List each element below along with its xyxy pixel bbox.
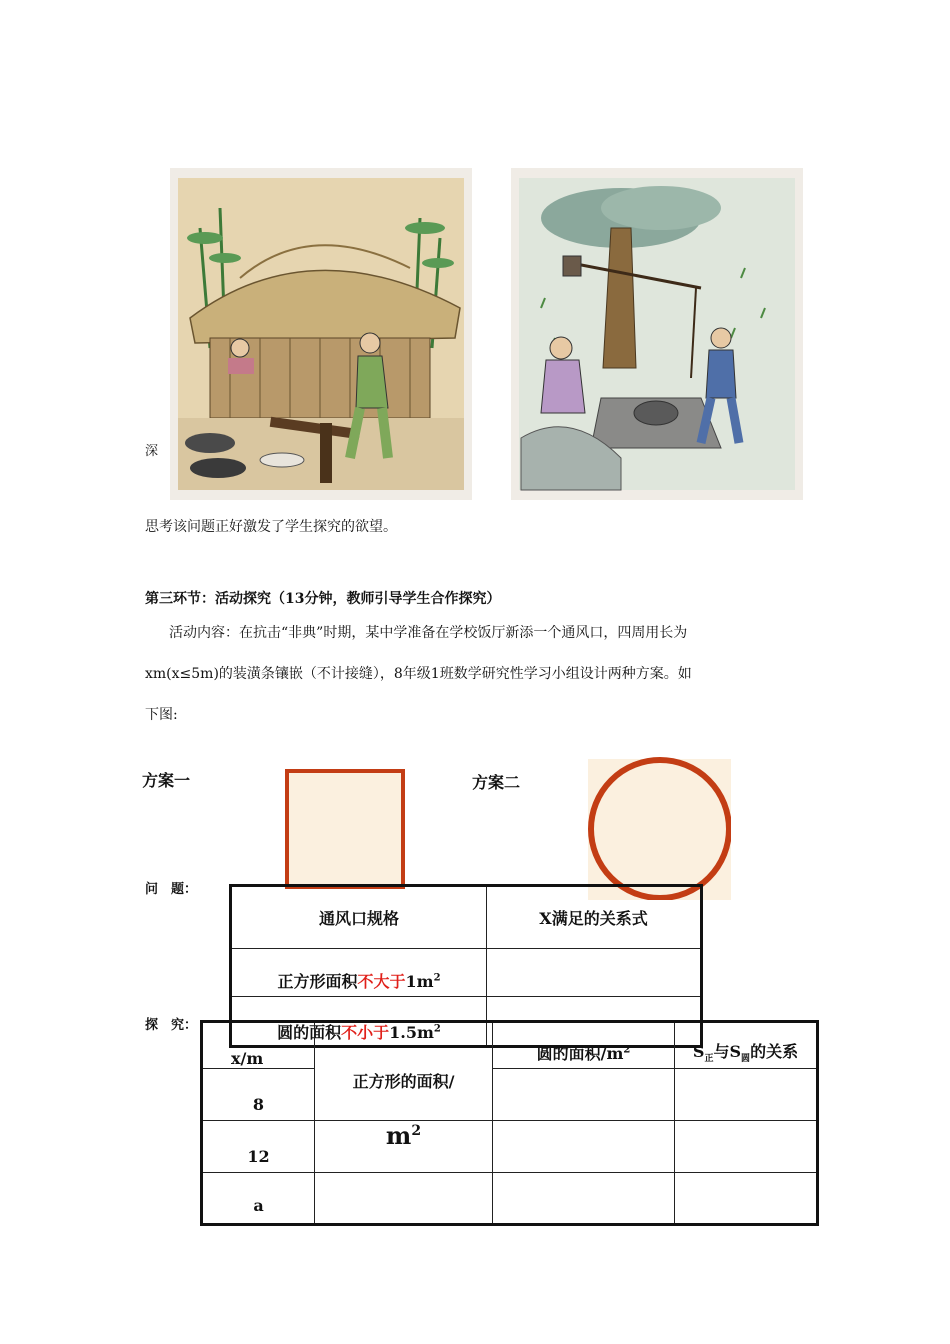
cell-relation-8[interactable] (675, 1069, 818, 1121)
row-x-12: 12 (202, 1121, 315, 1173)
cell-circle-12[interactable] (493, 1121, 675, 1173)
square-area-header: 正方形的面积/ (315, 1069, 493, 1121)
farm-illustration (170, 168, 472, 500)
col-square-header (315, 1022, 493, 1069)
row-x-8: 8 (202, 1069, 315, 1121)
header-spec: 通风口规格 (231, 886, 487, 949)
col-x-header: x/m (202, 1022, 315, 1069)
cell-relation-a[interactable] (675, 1173, 818, 1225)
square-unit-cell: $m^2$ (315, 1121, 493, 1173)
fragment-text: 深 (145, 444, 159, 459)
explore-table (200, 1020, 819, 1226)
cell-square-a[interactable] (315, 1173, 493, 1225)
plan-one-label: 方案一 (142, 771, 191, 790)
circle-shape (588, 757, 731, 900)
activity-line-2: xm(x≤5m)的装潢条镶嵌（不计接缝），8年级1班数学研究性学习小组设计两种方案。如 (145, 666, 692, 682)
cell-circle-8[interactable] (493, 1069, 675, 1121)
square-shape (285, 769, 405, 889)
header-relation: X满足的关系式 (487, 886, 702, 949)
col-relation-header: $S_正$与$S_圆$的关系 (675, 1022, 818, 1069)
plan-two-label: 方案二 (472, 773, 521, 792)
row-square-condition: 正方形面积不大于$1m^2$ (231, 949, 487, 997)
col-circle-header: 圆的面积$/m^2$ (493, 1022, 675, 1069)
row-circle-condition: 圆的面积不小于$1.5m^2$ (231, 997, 487, 1047)
cell-relation-12[interactable] (675, 1121, 818, 1173)
question-label: 问 题： (145, 882, 198, 897)
row-square-answer[interactable] (487, 949, 702, 997)
section-heading: 第三环节：活动探究（13分钟，教师引导学生合作探究） (145, 591, 501, 607)
paragraph-end: 思考该问题正好激发了学生探究的欲望。 (145, 519, 397, 535)
row-x-a: a (202, 1173, 315, 1225)
activity-line-1: 活动内容：在抗击“非典”时期，某中学准备在学校饭厅新添一个通风口，四周用长为 (169, 625, 688, 641)
explore-label: 探 究： (145, 1018, 198, 1033)
activity-line-3: 下图: (145, 707, 178, 723)
well-illustration (511, 168, 803, 500)
cell-circle-a[interactable] (493, 1173, 675, 1225)
